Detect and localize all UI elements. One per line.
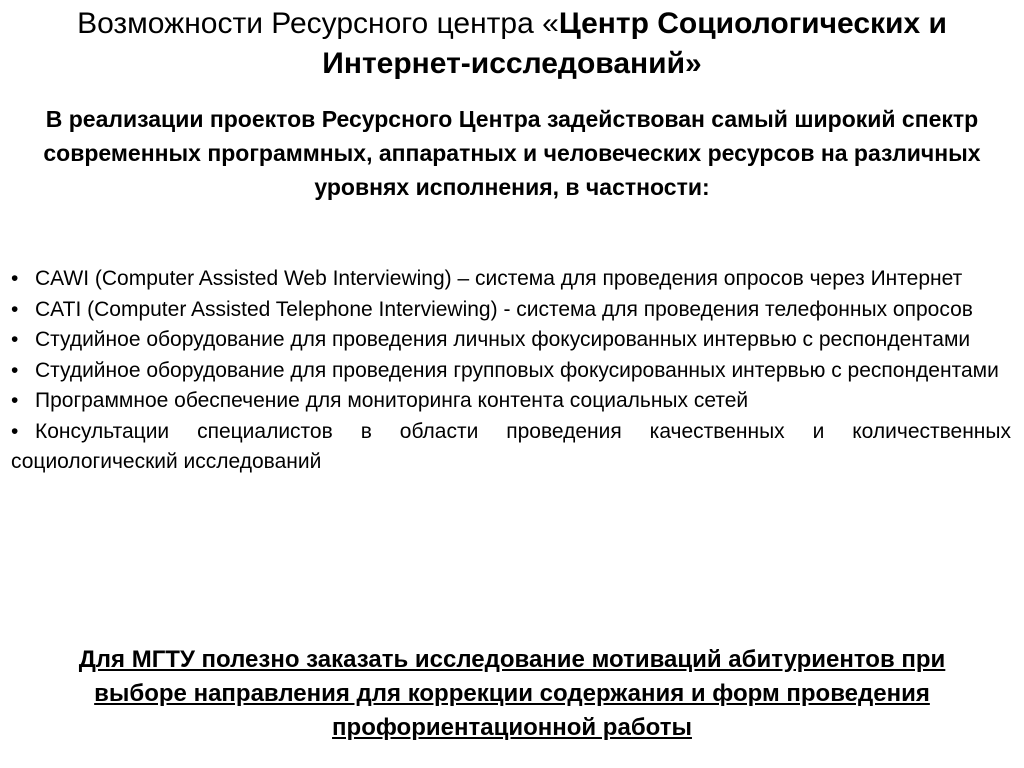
- list-item: [11, 417, 1011, 478]
- footer-recommendation: Для МГТУ полезно заказать исследование мотиваций абитуриентов при выборе направления для коррекции содержания и форм проведения профориентационной работы: [78, 646, 946, 741]
- bullet-list: [11, 264, 1011, 478]
- bullet-icon: •: [11, 297, 19, 321]
- bullet-icon: •: [11, 328, 19, 351]
- slide-title-normal: Возможности Ресурсного центра «: [77, 7, 559, 40]
- list-item: [11, 356, 1011, 387]
- list-item-text: Консультации специалистов в области проведения качественных и количественных социологический исследований: [11, 419, 1011, 473]
- list-item: [11, 295, 1011, 326]
- list-item-text: CAWI (Computer Assisted Web Interviewing) – система для проведения опросов через Интернет: [35, 267, 963, 290]
- list-item-text: CATI (Computer Assisted Telephone Interviewing) - система для проведения телефонных опросов: [35, 297, 973, 321]
- bullet-icon: •: [11, 419, 19, 443]
- bullet-icon: •: [11, 389, 19, 412]
- slide-title: [0, 4, 1024, 84]
- list-item-text: Студийное оборудование для проведения личных фокусированных интервью с респондентами: [35, 328, 971, 351]
- intro-paragraph: В реализации проектов Ресурсного Центра задействован самый широкий спектр современных программных, аппаратных и человеческих ресурсов на различных уровнях исполнения, в частности:: [43, 106, 981, 200]
- list-item-text: Программное обеспечение для мониторинга контента социальных сетей: [35, 389, 749, 412]
- list-item: [11, 386, 1011, 417]
- bullet-icon: •: [11, 267, 19, 290]
- list-item: [11, 325, 1011, 356]
- list-item: [11, 264, 1011, 295]
- list-item-text: Студийное оборудование для проведения групповых фокусированных интервью с респондентами: [35, 358, 999, 382]
- bullet-icon: •: [11, 358, 19, 382]
- slide-title-bold: Центр Социологических и Интернет-исследований»: [322, 7, 947, 80]
